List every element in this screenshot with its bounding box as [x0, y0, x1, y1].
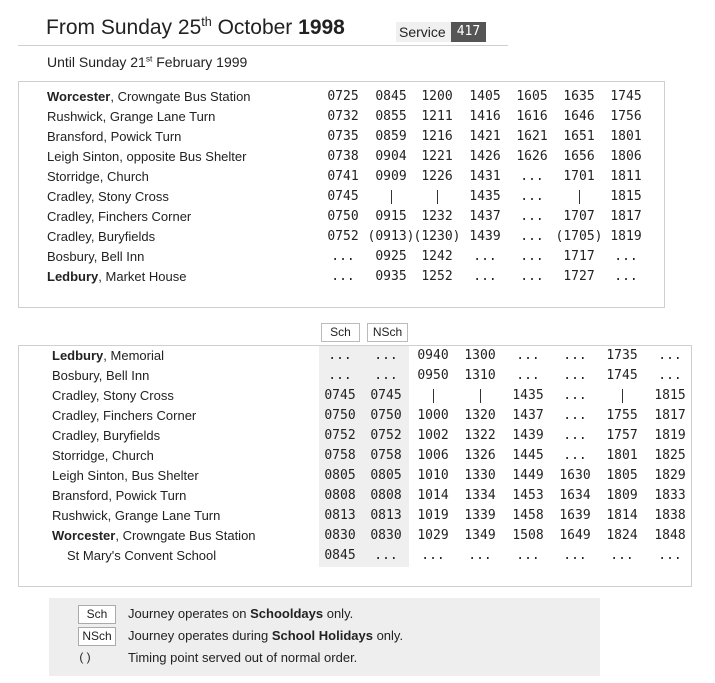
stop-town-bold: Worcester	[47, 89, 111, 104]
service-number-badge: 417	[451, 22, 486, 42]
outbound-time-cell: ...	[614, 269, 638, 284]
outbound-stop-name	[47, 187, 169, 207]
key-description	[128, 606, 353, 621]
inbound-time-cell: 1735	[606, 348, 638, 363]
inbound-time-cell: 1002	[417, 428, 449, 443]
inbound-stop-name	[52, 506, 220, 526]
inbound-time-cell: ...	[658, 548, 682, 563]
inbound-time-cell: 0805	[324, 468, 356, 483]
inbound-time-cell: 1805	[606, 468, 638, 483]
title-date: From Sunday 25	[46, 16, 202, 39]
until-date: Until Sunday 21	[47, 54, 146, 70]
stop-town-bold: Ledbury	[47, 269, 99, 284]
outbound-time-cell: 1626	[516, 149, 548, 164]
stop-locality: , Crowngate Bus Station	[115, 528, 256, 543]
page-title	[46, 16, 345, 40]
outbound-time-cell: 0859	[375, 129, 407, 144]
stop-locality: , Memorial	[103, 348, 164, 363]
inbound-time-cell: 1649	[559, 528, 591, 543]
outbound-time-cell: 1817	[610, 209, 642, 224]
until-date-suffix: st	[145, 53, 153, 64]
outbound-time-cell: 1717	[563, 249, 595, 264]
outbound-time-cell: 1226	[421, 169, 453, 184]
outbound-stop-name	[47, 107, 215, 127]
outbound-time-cell: 1200	[421, 89, 453, 104]
stop-locality: Storridge, Church	[52, 448, 154, 463]
inbound-stop-name	[52, 426, 160, 446]
inbound-time-cell: ...	[563, 408, 587, 423]
outbound-time-cell: 1819	[610, 229, 642, 244]
outbound-time-cell: ...	[520, 169, 544, 184]
inbound-time-cell: 0758	[370, 448, 402, 463]
service-text: Service	[399, 24, 446, 40]
outbound-time-cell: ...	[520, 189, 544, 204]
outbound-time-cell: 1806	[610, 149, 642, 164]
inbound-time-cell: 1825	[654, 448, 686, 463]
inbound-time-cell: ...	[563, 428, 587, 443]
inbound-time-cell: 1819	[654, 428, 686, 443]
outbound-time-cell: ...	[520, 249, 544, 264]
inbound-time-cell: 1815	[654, 388, 686, 403]
inbound-time-cell: 1817	[654, 408, 686, 423]
outbound-time-cell: 0904	[375, 149, 407, 164]
key-description	[128, 628, 403, 643]
outbound-time-cell: 0741	[327, 169, 359, 184]
inbound-time-cell: 1639	[559, 508, 591, 523]
stop-locality: Bosbury, Bell Inn	[52, 368, 150, 383]
outbound-time-cell: 0752	[327, 229, 359, 244]
inbound-time-cell: 0745	[370, 388, 402, 403]
inbound-time-cell: 1320	[464, 408, 496, 423]
inbound-time-cell: 0830	[324, 528, 356, 543]
inbound-time-cell: 0940	[417, 348, 449, 363]
inbound-stop-name	[52, 446, 154, 466]
inbound-time-cell: 1630	[559, 468, 591, 483]
inbound-time-cell: 0808	[370, 488, 402, 503]
inbound-time-cell: ...	[516, 348, 540, 363]
inbound-time-cell: 1814	[606, 508, 638, 523]
outbound-time-cell: 1421	[469, 129, 501, 144]
stop-locality: Cradley, Stony Cross	[52, 388, 174, 403]
outbound-time-cell: 1701	[563, 169, 595, 184]
stop-locality: Cradley, Finchers Corner	[52, 408, 197, 423]
inbound-time-cell: 0752	[370, 428, 402, 443]
outbound-passes-without-stopping	[391, 190, 392, 204]
inbound-time-cell: 1449	[512, 468, 544, 483]
outbound-time-cell: (1705)	[555, 229, 603, 244]
inbound-time-cell: 1809	[606, 488, 638, 503]
outbound-time-cell: 1727	[563, 269, 595, 284]
outbound-time-cell: ...	[520, 209, 544, 224]
outbound-time-cell: 1646	[563, 109, 595, 124]
service-label	[396, 22, 486, 42]
inbound-stop-name	[67, 546, 216, 566]
outbound-time-cell: 1221	[421, 149, 453, 164]
outbound-stop-name	[47, 207, 191, 227]
inbound-time-cell: 1010	[417, 468, 449, 483]
key-description	[128, 650, 357, 665]
inbound-time-cell: 0808	[324, 488, 356, 503]
outbound-stop-name	[47, 267, 186, 287]
outbound-passes-without-stopping	[579, 190, 580, 204]
inbound-time-cell: 1437	[512, 408, 544, 423]
inbound-stop-name	[52, 486, 186, 506]
inbound-time-cell: 1755	[606, 408, 638, 423]
inbound-time-cell: 1833	[654, 488, 686, 503]
inbound-stop-name	[52, 406, 196, 426]
inbound-time-cell: 1330	[464, 468, 496, 483]
inbound-time-cell: 1745	[606, 368, 638, 383]
inbound-passes-without-stopping	[480, 389, 481, 403]
stop-town-bold: Ledbury	[52, 348, 104, 363]
outbound-time-cell: 1242	[421, 249, 453, 264]
inbound-time-cell: 1310	[464, 368, 496, 383]
outbound-time-cell: ...	[473, 249, 497, 264]
stop-locality: Rushwick, Grange Lane Turn	[52, 508, 221, 523]
inbound-stop-name	[52, 526, 256, 546]
inbound-time-cell: 0745	[324, 388, 356, 403]
inbound-stop-name	[52, 366, 149, 386]
outbound-stop-name	[47, 147, 246, 167]
inbound-time-cell: 1838	[654, 508, 686, 523]
inbound-passes-without-stopping	[433, 389, 434, 403]
outbound-passes-without-stopping	[437, 190, 438, 204]
key-text-end: only.	[323, 606, 354, 621]
inbound-time-cell: 1334	[464, 488, 496, 503]
inbound-time-cell: ...	[328, 368, 352, 383]
outbound-time-cell: ...	[614, 249, 638, 264]
key-badge: Sch	[78, 605, 116, 624]
sch-column-badge: Sch	[321, 323, 360, 342]
inbound-time-cell: 1326	[464, 448, 496, 463]
key-badge: ( )	[79, 650, 91, 664]
inbound-time-cell: 0758	[324, 448, 356, 463]
outbound-time-cell: 1439	[469, 229, 501, 244]
inbound-time-cell: 1435	[512, 388, 544, 403]
header-divider	[18, 45, 508, 46]
key-text-bold: School Holidays	[271, 628, 373, 643]
title-year: 1998	[298, 16, 345, 39]
outbound-time-cell: 0745	[327, 189, 359, 204]
outbound-time-cell: 0735	[327, 129, 359, 144]
outbound-time-cell: 1656	[563, 149, 595, 164]
outbound-time-cell: 0915	[375, 209, 407, 224]
inbound-time-cell: 1757	[606, 428, 638, 443]
stop-locality: , Market House	[98, 269, 187, 284]
key-text-bold: Schooldays	[250, 606, 324, 621]
inbound-time-cell: 0830	[370, 528, 402, 543]
inbound-time-cell: 1824	[606, 528, 638, 543]
stop-locality: Storridge, Church	[47, 169, 149, 184]
inbound-time-cell: 1508	[512, 528, 544, 543]
outbound-time-cell: 1621	[516, 129, 548, 144]
inbound-time-cell: 1439	[512, 428, 544, 443]
inbound-time-cell: 1458	[512, 508, 544, 523]
outbound-time-cell: ...	[520, 269, 544, 284]
inbound-time-cell: 1000	[417, 408, 449, 423]
outbound-time-cell: 1426	[469, 149, 501, 164]
outbound-time-cell: (0913)	[367, 229, 415, 244]
inbound-time-cell: 0805	[370, 468, 402, 483]
inbound-time-cell: 0750	[324, 408, 356, 423]
inbound-time-cell: ...	[563, 368, 587, 383]
outbound-time-cell: 1815	[610, 189, 642, 204]
stop-locality: Bosbury, Bell Inn	[47, 249, 145, 264]
inbound-stop-name	[52, 346, 164, 366]
inbound-time-cell: 1029	[417, 528, 449, 543]
inbound-time-cell: 1006	[417, 448, 449, 463]
outbound-time-cell: 1801	[610, 129, 642, 144]
stop-town-bold: Worcester	[52, 528, 116, 543]
title-month: October	[211, 16, 299, 39]
outbound-time-cell: 1756	[610, 109, 642, 124]
inbound-time-cell: ...	[563, 548, 587, 563]
inbound-stop-name	[52, 386, 174, 406]
outbound-time-cell: 1635	[563, 89, 595, 104]
outbound-time-cell: 1616	[516, 109, 548, 124]
outbound-time-cell: 1707	[563, 209, 595, 224]
inbound-time-cell: ...	[421, 548, 445, 563]
stop-locality: , Crowngate Bus Station	[110, 89, 251, 104]
outbound-stop-name	[47, 127, 181, 147]
inbound-time-cell: ...	[374, 368, 398, 383]
nsch-column-badge: NSch	[367, 323, 408, 342]
outbound-stop-name	[47, 247, 144, 267]
inbound-time-cell: ...	[658, 348, 682, 363]
inbound-time-cell: 1019	[417, 508, 449, 523]
inbound-time-cell: 0750	[370, 408, 402, 423]
until-month-year: February 1999	[152, 54, 248, 70]
inbound-time-cell: ...	[563, 448, 587, 463]
outbound-time-cell: ...	[473, 269, 497, 284]
inbound-time-cell: ...	[610, 548, 634, 563]
outbound-time-cell: 0732	[327, 109, 359, 124]
outbound-stop-name	[47, 87, 251, 107]
inbound-time-cell: 1014	[417, 488, 449, 503]
inbound-time-cell: 1453	[512, 488, 544, 503]
outbound-time-cell: 1605	[516, 89, 548, 104]
outbound-time-cell: 0845	[375, 89, 407, 104]
outbound-time-cell: ...	[331, 249, 355, 264]
inbound-time-cell: 0813	[324, 508, 356, 523]
stop-locality: Cradley, Buryfields	[47, 229, 156, 244]
stop-locality: Cradley, Finchers Corner	[47, 209, 192, 224]
outbound-time-cell: 0909	[375, 169, 407, 184]
stop-locality: Bransford, Powick Turn	[47, 129, 182, 144]
outbound-time-cell: 0725	[327, 89, 359, 104]
stop-locality: St Mary's Convent School	[67, 548, 217, 563]
inbound-time-cell: 1445	[512, 448, 544, 463]
inbound-time-cell: ...	[328, 348, 352, 363]
outbound-time-cell: 0925	[375, 249, 407, 264]
outbound-time-cell: (1230)	[413, 229, 461, 244]
outbound-time-cell: 1745	[610, 89, 642, 104]
inbound-time-cell: 0752	[324, 428, 356, 443]
inbound-time-cell: 1634	[559, 488, 591, 503]
stop-locality: Leigh Sinton, Bus Shelter	[52, 468, 199, 483]
outbound-time-cell: 1651	[563, 129, 595, 144]
outbound-time-cell: 1811	[610, 169, 642, 184]
outbound-time-cell: 1211	[421, 109, 453, 124]
stop-locality: Cradley, Stony Cross	[47, 189, 169, 204]
outbound-time-cell: 1435	[469, 189, 501, 204]
inbound-passes-without-stopping	[622, 389, 623, 403]
outbound-time-cell: 1232	[421, 209, 453, 224]
outbound-time-cell: ...	[331, 269, 355, 284]
inbound-time-cell: 0845	[324, 548, 356, 563]
outbound-time-cell: 0750	[327, 209, 359, 224]
inbound-time-cell: 1848	[654, 528, 686, 543]
key-text: Journey operates on	[128, 606, 251, 621]
inbound-time-cell: 1829	[654, 468, 686, 483]
outbound-time-cell: 0855	[375, 109, 407, 124]
inbound-time-cell: ...	[374, 548, 398, 563]
stop-locality: Leigh Sinton, opposite Bus Shelter	[47, 149, 247, 164]
inbound-time-cell: 1339	[464, 508, 496, 523]
inbound-time-cell: ...	[563, 388, 587, 403]
stop-locality: Cradley, Buryfields	[52, 428, 161, 443]
outbound-time-cell: ...	[520, 229, 544, 244]
title-date-suffix: th	[201, 15, 212, 29]
inbound-time-cell: ...	[468, 548, 492, 563]
inbound-time-cell: ...	[563, 348, 587, 363]
validity-until	[47, 54, 247, 70]
key-badge: NSch	[78, 627, 116, 646]
inbound-time-cell: 1349	[464, 528, 496, 543]
stop-locality: Bransford, Powick Turn	[52, 488, 187, 503]
outbound-time-cell: 0935	[375, 269, 407, 284]
outbound-time-cell: 1252	[421, 269, 453, 284]
outbound-time-cell: 1405	[469, 89, 501, 104]
outbound-stop-name	[47, 167, 149, 187]
inbound-time-cell: 1801	[606, 448, 638, 463]
outbound-time-cell: 0738	[327, 149, 359, 164]
inbound-time-cell: ...	[658, 368, 682, 383]
inbound-time-cell: 0950	[417, 368, 449, 383]
outbound-time-cell: 1416	[469, 109, 501, 124]
outbound-time-cell: 1431	[469, 169, 501, 184]
key-text-end: only.	[372, 628, 404, 643]
outbound-time-cell: 1216	[421, 129, 453, 144]
inbound-stop-name	[52, 466, 199, 486]
inbound-time-cell: ...	[516, 548, 540, 563]
inbound-time-cell: ...	[516, 368, 540, 383]
key-text: Journey operates during	[128, 628, 272, 643]
inbound-time-cell: 1322	[464, 428, 496, 443]
outbound-time-cell: 1437	[469, 209, 501, 224]
inbound-time-cell: 1300	[464, 348, 496, 363]
stop-locality: Rushwick, Grange Lane Turn	[47, 109, 216, 124]
outbound-stop-name	[47, 227, 155, 247]
inbound-time-cell: ...	[374, 348, 398, 363]
inbound-time-cell: 0813	[370, 508, 402, 523]
key-text: Timing point served out of normal order.	[128, 650, 358, 665]
